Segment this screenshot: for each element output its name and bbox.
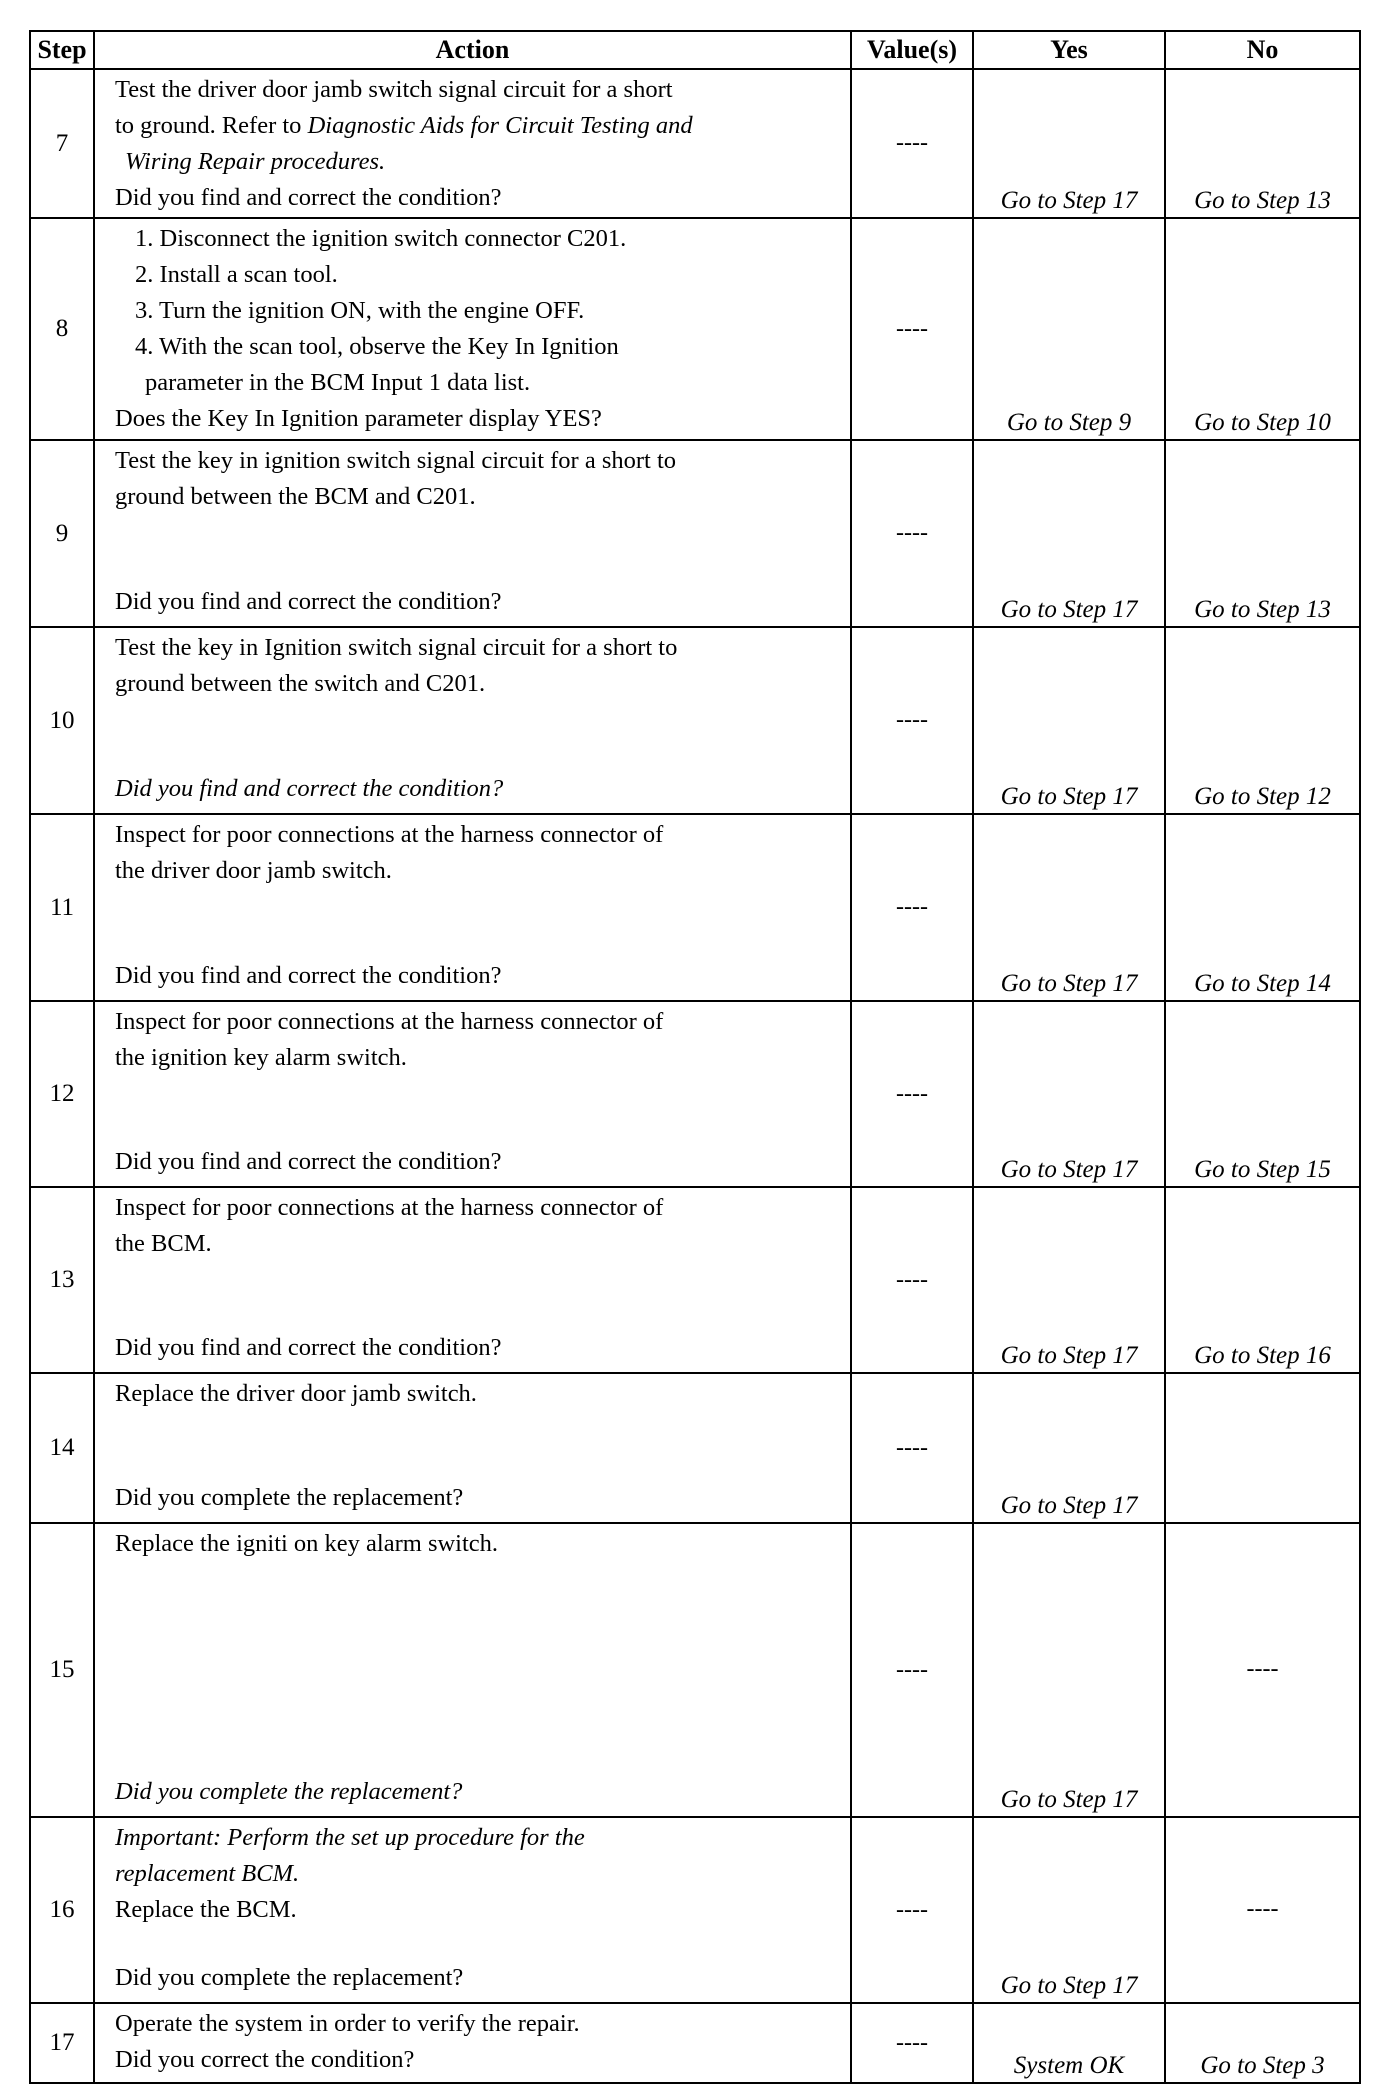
action-line: Inspect for poor connections at the harness connector of: [115, 1194, 664, 1221]
header-values: Value(s): [851, 31, 973, 69]
action-cell: [94, 1373, 851, 1523]
yes-cell: System OK: [973, 2003, 1165, 2083]
step-number: 10: [30, 627, 94, 814]
yes-cell: Go to Step 17: [973, 1187, 1165, 1373]
yes-cell: Go to Step 17: [973, 814, 1165, 1001]
value-cell: ----: [851, 440, 973, 627]
action-line: parameter in the BCM Input 1 data list.: [145, 369, 531, 396]
action-line: [115, 108, 842, 144]
action-question: Did you find and correct the condition?: [115, 588, 502, 615]
action-question: Did you complete the replacement?: [115, 1484, 464, 1511]
table-row: [30, 2003, 1360, 2083]
header-step: Step: [30, 31, 94, 69]
action-question: Did you find and correct the condition?: [115, 962, 502, 989]
action-cell: [94, 1001, 851, 1187]
table-row: [30, 1373, 1360, 1523]
yes-cell: Go to Step 17: [973, 1001, 1165, 1187]
table-row: [30, 218, 1360, 440]
step-number: 14: [30, 1373, 94, 1523]
no-cell: ----: [1165, 1817, 1360, 2003]
action-cell: [94, 1187, 851, 1373]
action-question: Did you find and correct the condition?: [115, 1148, 502, 1175]
important-note: Important: Perform the set up procedure for the: [115, 1824, 585, 1851]
no-cell: ----: [1165, 1523, 1360, 1817]
action-line: 1. Disconnect the ignition switch connector C201.: [135, 225, 627, 252]
no-cell: [1165, 1373, 1360, 1523]
action-line: ground between the BCM and C201.: [115, 483, 476, 510]
yes-cell: Go to Step 9: [973, 218, 1165, 440]
yes-cell: Go to Step 17: [973, 1817, 1165, 2003]
action-reference: Diagnostic Aids for Circuit Testing and: [307, 112, 693, 139]
action-line: Inspect for poor connections at the harness connector of: [115, 1008, 664, 1035]
action-cell: [94, 440, 851, 627]
no-cell: Go to Step 14: [1165, 814, 1360, 1001]
diagnostic-table: [29, 30, 1361, 2084]
action-line: Operate the system in order to verify the repair.: [115, 2010, 580, 2037]
table-row: [30, 627, 1360, 814]
table-row: [30, 1817, 1360, 2003]
step-number: 12: [30, 1001, 94, 1187]
action-cell: [94, 218, 851, 440]
yes-cell: Go to Step 17: [973, 1523, 1165, 1817]
action-line: Test the key in Ignition switch signal circuit for a short to: [115, 634, 678, 661]
action-line: the BCM.: [115, 1230, 212, 1257]
action-question: Does the Key In Ignition parameter display YES?: [115, 405, 602, 432]
action-line: Inspect for poor connections at the harness connector of: [115, 821, 664, 848]
step-number: 16: [30, 1817, 94, 2003]
action-question: Did you correct the condition?: [115, 2046, 415, 2073]
step-number: 11: [30, 814, 94, 1001]
action-question: Did you complete the replacement?: [115, 1778, 463, 1805]
important-note: replacement BCM.: [115, 1860, 300, 1887]
no-cell: Go to Step 3: [1165, 2003, 1360, 2083]
step-number: 7: [30, 69, 94, 218]
yes-cell: Go to Step 17: [973, 440, 1165, 627]
value-cell: ----: [851, 1817, 973, 2003]
value-cell: ----: [851, 1187, 973, 1373]
header-yes: Yes: [973, 31, 1165, 69]
table-row: [30, 69, 1360, 218]
no-cell: Go to Step 12: [1165, 627, 1360, 814]
step-number: 8: [30, 218, 94, 440]
value-cell: ----: [851, 1373, 973, 1523]
action-line: Test the driver door jamb switch signal circuit for a short: [115, 76, 673, 103]
action-cell: [94, 2003, 851, 2083]
no-cell: Go to Step 13: [1165, 69, 1360, 218]
table-row: [30, 1523, 1360, 1817]
action-line: Replace the igniti on key alarm switch.: [115, 1530, 499, 1557]
table-row: [30, 440, 1360, 627]
table-row: [30, 1187, 1360, 1373]
action-line: the driver door jamb switch.: [115, 857, 392, 884]
action-cell: [94, 1817, 851, 2003]
table-header-row: [30, 31, 1360, 69]
yes-cell: Go to Step 17: [973, 627, 1165, 814]
action-cell: [94, 1523, 851, 1817]
action-line: Test the key in ignition switch signal circuit for a short to: [115, 447, 676, 474]
header-action: Action: [94, 31, 851, 69]
step-number: 9: [30, 440, 94, 627]
yes-cell: Go to Step 17: [973, 1373, 1165, 1523]
table-row: [30, 1001, 1360, 1187]
action-question: Did you find and correct the condition?: [115, 1334, 502, 1361]
action-line-text: to ground. Refer to: [115, 112, 308, 139]
no-cell: Go to Step 15: [1165, 1001, 1360, 1187]
value-cell: ----: [851, 1001, 973, 1187]
action-question: Did you find and correct the condition?: [115, 775, 504, 802]
step-number: 13: [30, 1187, 94, 1373]
value-cell: ----: [851, 627, 973, 814]
no-cell: Go to Step 16: [1165, 1187, 1360, 1373]
action-line: 2. Install a scan tool.: [135, 261, 338, 288]
action-cell: [94, 69, 851, 218]
action-line: Replace the driver door jamb switch.: [115, 1380, 477, 1407]
no-cell: Go to Step 10: [1165, 218, 1360, 440]
action-reference: Wiring Repair procedures.: [125, 148, 386, 175]
no-cell: Go to Step 13: [1165, 440, 1360, 627]
value-cell: ----: [851, 2003, 973, 2083]
yes-cell: Go to Step 17: [973, 69, 1165, 218]
action-line: 4. With the scan tool, observe the Key In Ignition: [135, 333, 619, 360]
step-number: 17: [30, 2003, 94, 2083]
action-line: ground between the switch and C201.: [115, 670, 486, 697]
step-number: 15: [30, 1523, 94, 1817]
action-line: 3. Turn the ignition ON, with the engine OFF.: [135, 297, 585, 324]
action-line: the ignition key alarm switch.: [115, 1044, 407, 1071]
action-cell: [94, 627, 851, 814]
action-question: Did you complete the replacement?: [115, 1964, 464, 1991]
action-question: Did you find and correct the condition?: [115, 184, 502, 211]
action-cell: [94, 814, 851, 1001]
value-cell: ----: [851, 1523, 973, 1817]
header-no: No: [1165, 31, 1360, 69]
table-row: [30, 814, 1360, 1001]
value-cell: ----: [851, 69, 973, 218]
value-cell: ----: [851, 814, 973, 1001]
action-line: Replace the BCM.: [115, 1896, 297, 1923]
value-cell: ----: [851, 218, 973, 440]
